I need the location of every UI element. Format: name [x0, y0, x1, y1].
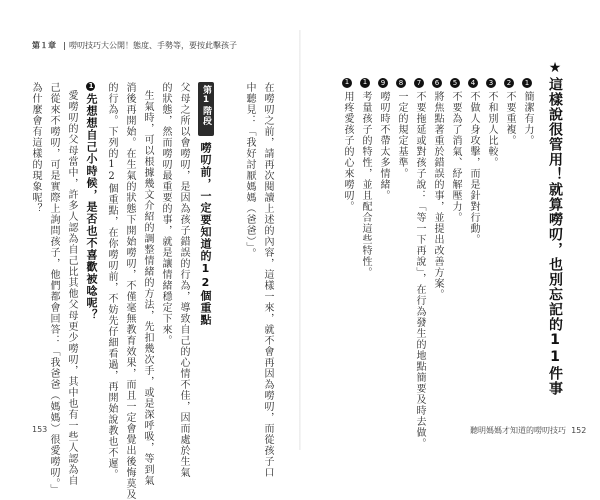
left-page-number: 153 — [32, 425, 48, 434]
tip-number-badge: 4 — [469, 78, 477, 88]
chapter-label: 第１章 — [32, 41, 56, 50]
step-badge: 第1階段 — [198, 82, 214, 136]
tip-number-badge: 11 — [343, 78, 351, 96]
intro-line-2: 中聽見：「我好討厭媽媽（爸爸）」。 — [244, 82, 255, 259]
body-line-3: 生氣時，可以根據幾文介紹的調整情緒的方法，先扣幾次手，或是深呼吸，等到氣 — [142, 90, 153, 486]
tip-text: 不要拖延或對孩子說：「等一下再說」，在行為發生的地點簡要及時去做。 — [414, 91, 425, 449]
body-line-1: 父母之所以會嘮叨，是因為孩子錯誤的行為，導致自己的心情不佳，因而處於生氣 — [178, 82, 189, 478]
point-line-2: 己從來不嘮叨，可是實際上詢問孩子，他們都會回答：「我爸爸（媽媽）很愛嘮叨。」 — [48, 82, 59, 495]
point-line-1: 愛嘮叨的父母當中，許多人認為自己比其他父母更少嘮叨，其中也有一些人認為自 — [66, 90, 77, 486]
body-line-5: 的行為。下列的12個重點，在你嘮叨前，不妨先仔細看過，再開始說教也不遲。 — [106, 82, 117, 480]
tip-number-badge: 3 — [487, 78, 495, 88]
tip-item — [378, 78, 388, 201]
tip-item — [396, 78, 406, 179]
tip-text: 不和別人比較。 — [486, 91, 497, 168]
tip-item — [522, 78, 532, 146]
right-page-heading: ★這樣說很管用！就算嘮叨，也別忘記的11件事 — [547, 60, 563, 396]
point-line-3: 為什麼會有這樣的現象呢？ — [30, 82, 41, 214]
tip-text: 一定的規定基準。 — [396, 91, 407, 179]
intro-line-1: 在嘮叨之前，請再次閱讀上述的內容，這樣一來，就不會再因為嘮叨，而從孩子口 — [262, 82, 273, 478]
chapter-title: 嘮叨技巧大公開！態度、手勢等，要按此擊孩子 — [69, 41, 237, 50]
point-heading: 1先想想自己小時候，是否也不喜歡被唸呢？ — [85, 82, 98, 321]
tip-item — [468, 78, 478, 245]
header-divider — [64, 42, 65, 50]
tip-item — [432, 78, 442, 300]
star-icon: ★ — [547, 60, 563, 77]
tip-number-badge: 1 — [523, 78, 531, 88]
tip-item — [504, 78, 514, 146]
tip-item — [450, 78, 460, 223]
body-line-4: 消後再開始。在生氣的狀態下開始嘮叨，不僅毫無教育效果，而且一定會覺出後悔莫及 — [124, 82, 135, 500]
tip-text: 將焦點著重於錯誤的事，並提出改善方案。 — [432, 91, 443, 300]
tip-text: 嘮叨時不帶太多情緒。 — [378, 91, 389, 201]
tip-text: 不要重複。 — [504, 91, 515, 146]
point-number-badge: 1 — [87, 82, 95, 91]
tip-number-badge: 7 — [415, 78, 423, 88]
page-gutter — [299, 30, 301, 450]
tip-text: 不做人身攻擊，而是針對行動。 — [468, 91, 479, 245]
tip-item — [414, 78, 424, 449]
tip-number-badge: 6 — [433, 78, 441, 88]
right-footer — [470, 425, 586, 436]
tip-number-badge: 9 — [379, 78, 387, 88]
tip-text: 用疼愛孩子的心來嘮叨。 — [342, 91, 353, 212]
step-title: 嘮叨前，一定要知道的12個重點 — [199, 142, 212, 326]
tip-text: 不要為了消氣、紓解壓力。 — [450, 91, 461, 223]
tip-item — [486, 78, 496, 168]
tip-number-badge: 2 — [505, 78, 513, 88]
tip-number-badge: 5 — [451, 78, 459, 88]
right-page-number: 152 — [571, 426, 587, 435]
body-line-2: 的狀態，然而嘮叨最重要的事，就是讓情緒穩定下來。 — [160, 82, 171, 346]
tip-text: 簡潔有力。 — [522, 91, 533, 146]
running-header — [32, 40, 237, 51]
tip-number-badge: 10 — [361, 78, 369, 96]
tip-text: 考量孩子的特性，並且配合這些特性。 — [360, 91, 371, 278]
tip-item — [342, 78, 352, 212]
tip-item — [360, 78, 370, 278]
right-footer-title: 聽明媽媽才知道的嘮叨技巧 — [470, 426, 566, 435]
tip-number-badge: 8 — [397, 78, 405, 88]
